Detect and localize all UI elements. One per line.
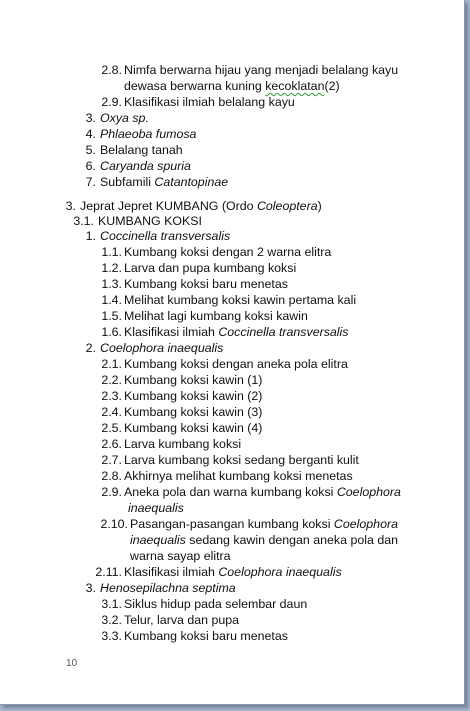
text-run: Coccinella transversalis xyxy=(100,229,231,243)
outline-item-text xyxy=(100,580,236,596)
text-run: Klasifikasi ilmiah xyxy=(124,565,219,579)
outline-item-number: 2.1. xyxy=(101,357,122,371)
text-run: Belalang tanah xyxy=(100,143,183,157)
outline-item-number: 2.9. xyxy=(101,95,122,109)
outline-item-text xyxy=(124,404,262,420)
outline-item-number: 7. xyxy=(85,175,96,189)
outline-item-number: 1. xyxy=(85,229,96,243)
outline-item-text xyxy=(100,340,223,356)
text-run: Coleoptera xyxy=(256,199,318,213)
outline-item-number: 3. xyxy=(85,111,96,125)
outline-item-number: 2. xyxy=(85,341,96,355)
outline-item-number: 2.7. xyxy=(101,453,122,467)
outline-item-text xyxy=(80,198,322,214)
text-run: KUMBANG KOKSI xyxy=(98,214,202,228)
text-run: inaequalis xyxy=(128,501,184,515)
spellcheck-word: kecoklatan xyxy=(265,79,325,93)
text-run: Nimfa berwarna hijau yang menjadi belalang kayu xyxy=(124,63,399,77)
outline-item-number: 3.2. xyxy=(101,613,122,627)
text-run: Akhirnya melihat kumbang koksi menetas xyxy=(124,469,353,483)
outline-item-text xyxy=(124,308,308,324)
text-run: Melihat kumbang koksi kawin pertama kali xyxy=(124,293,357,307)
outline-item-number: 2.8. xyxy=(101,469,122,483)
outline-item-number: 2.6. xyxy=(101,437,122,451)
outline-item-number: 3. xyxy=(65,199,76,213)
outline-item-number: 2.11. xyxy=(95,565,122,579)
outline-item-text xyxy=(124,612,239,628)
text-run: Larva kumbang koksi sedang berganti kulit xyxy=(124,453,359,467)
page-number: 10 xyxy=(66,658,78,669)
outline-item-number: 1.3. xyxy=(101,277,122,291)
text-run: Coelophora inaequalis xyxy=(218,565,342,579)
text-run: Melihat lagi kumbang koksi kawin xyxy=(124,309,308,323)
outline-item-text xyxy=(100,126,196,142)
text-run: Subfamili xyxy=(100,175,155,189)
outline-item-text xyxy=(124,324,349,340)
outline-item-text xyxy=(124,436,241,452)
text-run: Kumbang koksi baru menetas xyxy=(124,629,288,643)
outline-item-number: 3. xyxy=(85,581,96,595)
text-run: Klasifikasi ilmiah belalang kayu xyxy=(124,95,295,109)
text-run: Caryanda spuria xyxy=(100,159,191,173)
outline-item-text xyxy=(124,564,342,580)
outline-item-text xyxy=(124,596,307,612)
text-run: Kumbang koksi kawin (1) xyxy=(124,373,263,387)
text-run: Coelophora xyxy=(336,485,401,499)
outline-item-text xyxy=(124,484,401,500)
outline-item-text xyxy=(124,244,331,260)
outline-item-number: 1.4. xyxy=(101,293,122,307)
outline-item-text xyxy=(130,516,398,532)
outline-item-text xyxy=(100,110,149,126)
text-run: Kumbang koksi kawin (2) xyxy=(124,389,263,403)
text-run: Jeprat Jepret KUMBANG (Ordo xyxy=(80,199,257,213)
outline-item-number: 2.10. xyxy=(100,517,128,531)
outline-item-text xyxy=(98,213,202,229)
outline-item-text xyxy=(124,292,356,308)
text-run: Kumbang koksi kawin (4) xyxy=(124,421,263,435)
text-run: Larva dan pupa kumbang koksi xyxy=(124,261,297,275)
outline-item-text xyxy=(124,62,398,78)
text-run: Coelophora inaequalis xyxy=(100,341,224,355)
outline-item-text xyxy=(124,94,295,110)
outline-item-text xyxy=(100,228,230,244)
outline-item-text xyxy=(124,468,353,484)
text-run: Coelophora xyxy=(333,517,398,531)
outline-item-text xyxy=(100,158,191,174)
outline-item-text xyxy=(124,628,288,644)
outline-item-number: 1.5. xyxy=(101,309,122,323)
outline-item-text xyxy=(130,548,231,564)
text-run: Catantopinae xyxy=(154,175,229,189)
outline-item-number: 1.1. xyxy=(101,245,122,259)
outline-item-number: 2.4. xyxy=(101,405,122,419)
text-run: Kumbang koksi kawin (3) xyxy=(124,405,263,419)
text-run: Phlaeoba fumosa xyxy=(100,127,197,141)
outline-item-number: 3.1. xyxy=(101,597,122,611)
text-run: Klasifikasi ilmiah xyxy=(124,325,219,339)
outline-item-text xyxy=(124,276,288,292)
outline-item-number: 3.1. xyxy=(73,214,94,228)
text-run: Larva kumbang koksi xyxy=(124,437,242,451)
text-run: ) xyxy=(317,199,322,213)
text-run: Kumbang koksi dengan aneka pola elitra xyxy=(124,357,348,371)
outline-item-number: 6. xyxy=(85,159,96,173)
text-run: inaequalis xyxy=(130,533,186,547)
text-run: Telur, larva dan pupa xyxy=(124,613,240,627)
outline-item-text xyxy=(124,78,340,94)
text-run: Siklus hidup pada selembar daun xyxy=(124,597,308,611)
text-run: Coccinella transversalis xyxy=(218,325,349,339)
outline-item-number: 2.9. xyxy=(101,485,122,499)
text-run: Aneka pola dan warna kumbang koksi xyxy=(124,485,337,499)
text-run: sedang kawin dengan aneka pola dan xyxy=(185,533,399,547)
outline-item-text xyxy=(100,174,228,190)
text-run: Oxya sp. xyxy=(100,111,149,125)
outline-item-text xyxy=(124,388,262,404)
outline-item-number: 2.2. xyxy=(101,373,122,387)
text-run: warna sayap elitra xyxy=(130,549,231,563)
text-run: Kumbang koksi dengan 2 warna elitra xyxy=(124,245,332,259)
outline-item-number: 1.6. xyxy=(101,325,122,339)
outline-item-text xyxy=(124,372,262,388)
outline-item-number: 5. xyxy=(85,143,96,157)
outline-item-text xyxy=(128,500,184,516)
outline-item-text xyxy=(130,532,398,548)
outline-item-number: 3.3. xyxy=(101,629,122,643)
outline-item-number: 2.3. xyxy=(101,389,122,403)
text-run: Kumbang koksi baru menetas xyxy=(124,277,288,291)
outline-item-text xyxy=(124,452,359,468)
text-run: dewasa berwarna kuning xyxy=(124,79,266,93)
outline-item-number: 2.5. xyxy=(101,421,122,435)
text-run: Pasangan-pasangan kumbang koksi xyxy=(130,517,334,531)
outline-item-text xyxy=(124,260,296,276)
outline-item-number: 4. xyxy=(85,127,96,141)
outline-item-number: 1.2. xyxy=(101,261,122,275)
outline-item-text xyxy=(124,356,348,372)
text-run: (2) xyxy=(324,79,340,93)
text-run: Henosepilachna septima xyxy=(100,581,236,595)
outline-item-text xyxy=(124,420,262,436)
outline-item-text xyxy=(100,142,183,158)
outline-item-number: 2.8. xyxy=(101,63,122,77)
